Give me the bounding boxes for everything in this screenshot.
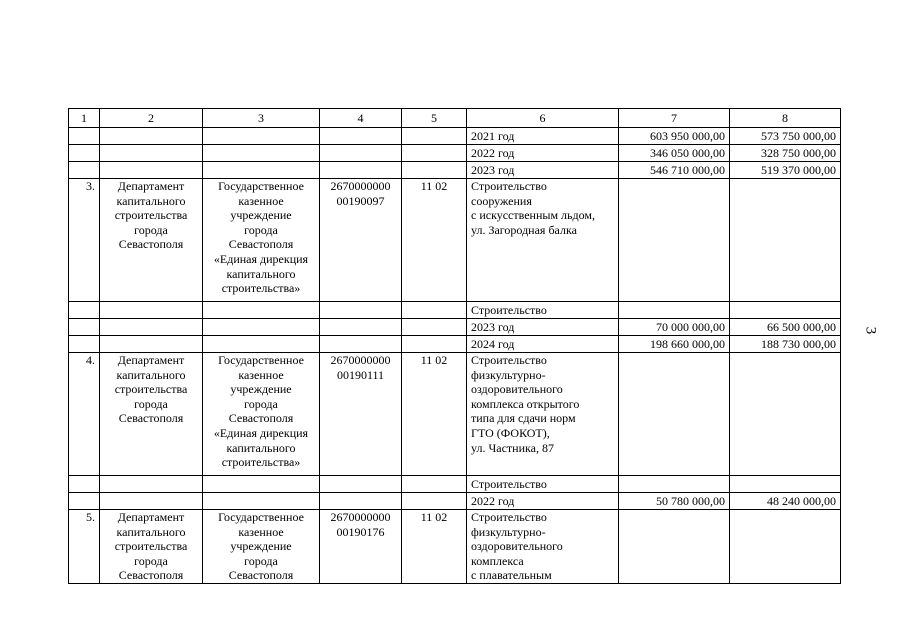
empty-cell — [203, 302, 320, 319]
kbk-cell: 11 02 — [402, 353, 467, 476]
empty-cell — [320, 302, 402, 319]
year-row — [69, 336, 841, 353]
year-row — [69, 162, 841, 179]
year-cell: 2022 год — [467, 145, 619, 162]
col-header-4: 4 — [320, 109, 402, 128]
budget-table — [68, 108, 841, 584]
institution-cell: Государственное казенное учреждение города Севастополя «Единая дирекция капитального строительства» — [203, 179, 320, 302]
amount-7-cell: 346 050 000,00 — [619, 145, 730, 162]
amount-8-cell — [730, 302, 841, 319]
department-cell: Департамент капитального строительства города Севастополя — [100, 510, 203, 584]
empty-cell — [402, 128, 467, 145]
empty-cell — [320, 162, 402, 179]
amount-8-cell: 48 240 000,00 — [730, 493, 841, 510]
col-header-7: 7 — [619, 109, 730, 128]
object-cell: Строительство физкультурно- оздоровительного комплекса с плавательным — [467, 510, 619, 584]
amount-8-cell: 66 500 000,00 — [730, 319, 841, 336]
empty-cell — [402, 319, 467, 336]
amount-7-cell — [619, 476, 730, 493]
empty-cell — [203, 162, 320, 179]
empty-cell — [402, 145, 467, 162]
empty-cell — [69, 476, 100, 493]
empty-cell — [402, 476, 467, 493]
amount-8-cell — [730, 179, 841, 302]
entry-row — [69, 353, 841, 476]
empty-cell — [320, 145, 402, 162]
amount-7-cell: 603 950 000,00 — [619, 128, 730, 145]
institution-cell: Государственное казенное учреждение города Севастополя — [203, 510, 320, 584]
amount-7-cell: 50 780 000,00 — [619, 493, 730, 510]
col-header-8: 8 — [730, 109, 841, 128]
empty-cell — [320, 476, 402, 493]
stage-label-cell: Строительство — [467, 302, 619, 319]
year-row — [69, 319, 841, 336]
department-cell: Департамент капитального строительства города Севастополя — [100, 179, 203, 302]
empty-cell — [320, 319, 402, 336]
empty-cell — [69, 302, 100, 319]
empty-cell — [100, 162, 203, 179]
col-header-3: 3 — [203, 109, 320, 128]
amount-8-cell — [730, 353, 841, 476]
code-cell: 2670000000 00190111 — [320, 353, 402, 476]
code-cell: 2670000000 00190176 — [320, 510, 402, 584]
amount-8-cell: 519 370 000,00 — [730, 162, 841, 179]
amount-7-cell — [619, 179, 730, 302]
empty-cell — [402, 302, 467, 319]
empty-cell — [203, 336, 320, 353]
empty-cell — [100, 476, 203, 493]
row-number: 3. — [69, 179, 100, 302]
code-cell: 2670000000 00190097 — [320, 179, 402, 302]
year-row — [69, 493, 841, 510]
label-row — [69, 476, 841, 493]
empty-cell — [402, 336, 467, 353]
page-number: 3 — [862, 326, 879, 335]
empty-cell — [203, 145, 320, 162]
empty-cell — [203, 476, 320, 493]
empty-cell — [69, 128, 100, 145]
empty-cell — [69, 493, 100, 510]
amount-8-cell — [730, 510, 841, 584]
empty-cell — [402, 162, 467, 179]
entry-row — [69, 179, 841, 302]
year-cell: 2023 год — [467, 162, 619, 179]
col-header-5: 5 — [402, 109, 467, 128]
col-header-1: 1 — [69, 109, 100, 128]
col-header-2: 2 — [100, 109, 203, 128]
kbk-cell: 11 02 — [402, 510, 467, 584]
amount-8-cell — [730, 476, 841, 493]
year-row — [69, 145, 841, 162]
empty-cell — [69, 319, 100, 336]
object-cell: Строительство сооружения с искусственным льдом, ул. Загородная балка — [467, 179, 619, 302]
amount-7-cell: 70 000 000,00 — [619, 319, 730, 336]
institution-cell: Государственное казенное учреждение города Севастополя «Единая дирекция капитального строительства» — [203, 353, 320, 476]
empty-cell — [320, 336, 402, 353]
row-number: 5. — [69, 510, 100, 584]
stage-label-cell: Строительство — [467, 476, 619, 493]
empty-cell — [320, 493, 402, 510]
year-cell: 2023 год — [467, 319, 619, 336]
empty-cell — [402, 493, 467, 510]
row-number: 4. — [69, 353, 100, 476]
empty-cell — [100, 145, 203, 162]
year-cell: 2022 год — [467, 493, 619, 510]
empty-cell — [203, 128, 320, 145]
col-header-6: 6 — [467, 109, 619, 128]
kbk-cell: 11 02 — [402, 179, 467, 302]
amount-7-cell — [619, 302, 730, 319]
object-cell: Строительство физкультурно- оздоровительного комплекса открытого типа для сдачи норм ГТО (ФОКОТ), ул. Частника, 87 — [467, 353, 619, 476]
year-cell: 2021 год — [467, 128, 619, 145]
amount-8-cell: 188 730 000,00 — [730, 336, 841, 353]
amount-8-cell: 573 750 000,00 — [730, 128, 841, 145]
empty-cell — [100, 302, 203, 319]
label-row — [69, 302, 841, 319]
empty-cell — [69, 162, 100, 179]
amount-7-cell: 546 710 000,00 — [619, 162, 730, 179]
amount-7-cell — [619, 353, 730, 476]
amount-7-cell: 198 660 000,00 — [619, 336, 730, 353]
amount-8-cell: 328 750 000,00 — [730, 145, 841, 162]
year-row — [69, 128, 841, 145]
year-cell: 2024 год — [467, 336, 619, 353]
empty-cell — [100, 336, 203, 353]
empty-cell — [320, 128, 402, 145]
empty-cell — [69, 145, 100, 162]
entry-row — [69, 510, 841, 584]
column-numbers-row — [69, 109, 841, 128]
amount-7-cell — [619, 510, 730, 584]
empty-cell — [100, 319, 203, 336]
empty-cell — [203, 493, 320, 510]
empty-cell — [100, 128, 203, 145]
empty-cell — [69, 336, 100, 353]
department-cell: Департамент капитального строительства города Севастополя — [100, 353, 203, 476]
empty-cell — [203, 319, 320, 336]
empty-cell — [100, 493, 203, 510]
